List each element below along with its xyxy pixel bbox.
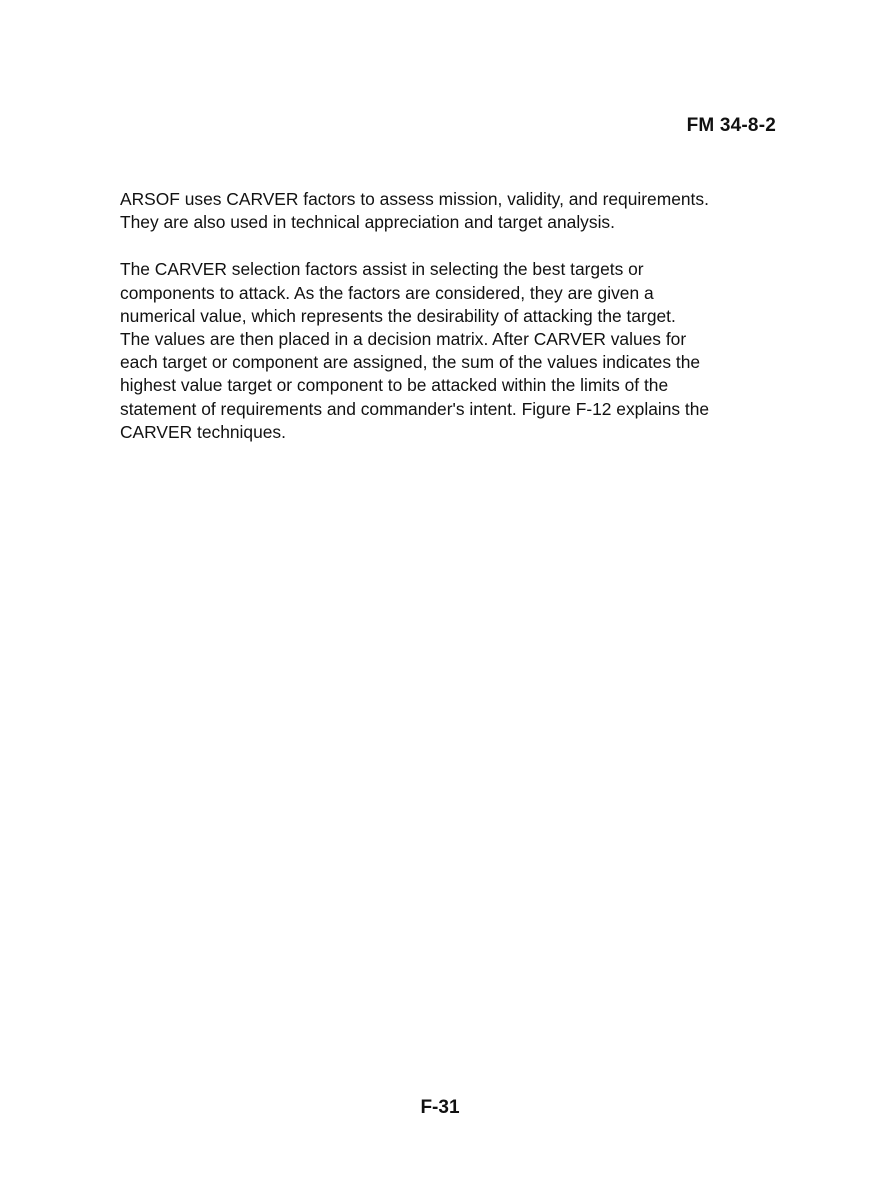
paragraph-carver-usage bbox=[120, 188, 810, 234]
paragraph-line: The CARVER selection factors assist in selecting the best targets or bbox=[120, 259, 644, 280]
paragraph-line: highest value target or component to be attacked within the limits of the bbox=[120, 375, 669, 396]
paragraph-line: components to attack. As the factors are considered, they are given a bbox=[120, 282, 654, 303]
body-text bbox=[120, 188, 810, 468]
paragraph-line: statement of requirements and commander's intent. Figure F-12 explains the bbox=[120, 398, 710, 419]
paragraph-line: CARVER techniques. bbox=[120, 421, 286, 442]
document-code: FM 34-8-2 bbox=[686, 115, 776, 136]
page-number: F-31 bbox=[420, 1097, 460, 1118]
paragraph-line: They are also used in technical appreciation and target analysis. bbox=[120, 212, 615, 233]
paragraph-line: The values are then placed in a decision matrix. After CARVER values for bbox=[120, 329, 687, 350]
paragraph-line: numerical value, which represents the desirability of attacking the target. bbox=[120, 305, 676, 326]
paragraph-carver-selection bbox=[120, 258, 810, 444]
paragraph-line: ARSOF uses CARVER factors to assess mission, validity, and requirements. bbox=[120, 189, 709, 209]
paragraph-line: each target or component are assigned, the sum of the values indicates the bbox=[120, 352, 701, 373]
